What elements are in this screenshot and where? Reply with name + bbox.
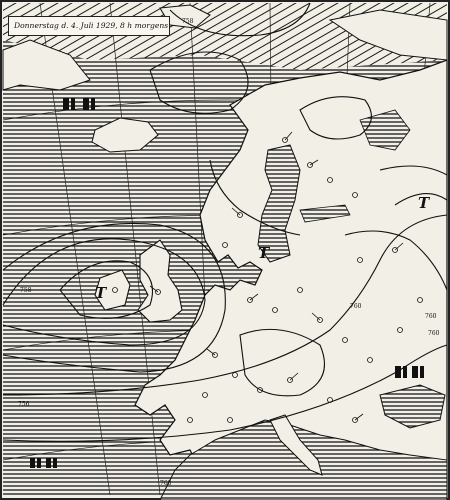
isobar-label: 758 — [20, 287, 32, 294]
isobar-label: 758 — [182, 18, 194, 25]
map-caption: Donnerstag d. 4. Juli 1929, 8 h morgens — [8, 16, 170, 36]
low-pressure-marker: T — [258, 244, 270, 262]
low-pressure-marker: T — [95, 284, 107, 302]
isobar-label: 760 — [350, 303, 362, 310]
low-pressure-marker: T — [418, 194, 430, 212]
isobar-label: 760 — [425, 313, 437, 320]
isobar-label: 760 — [428, 330, 440, 337]
isobar-label: 756 — [18, 401, 30, 408]
isobar-label: 760 — [160, 480, 172, 487]
